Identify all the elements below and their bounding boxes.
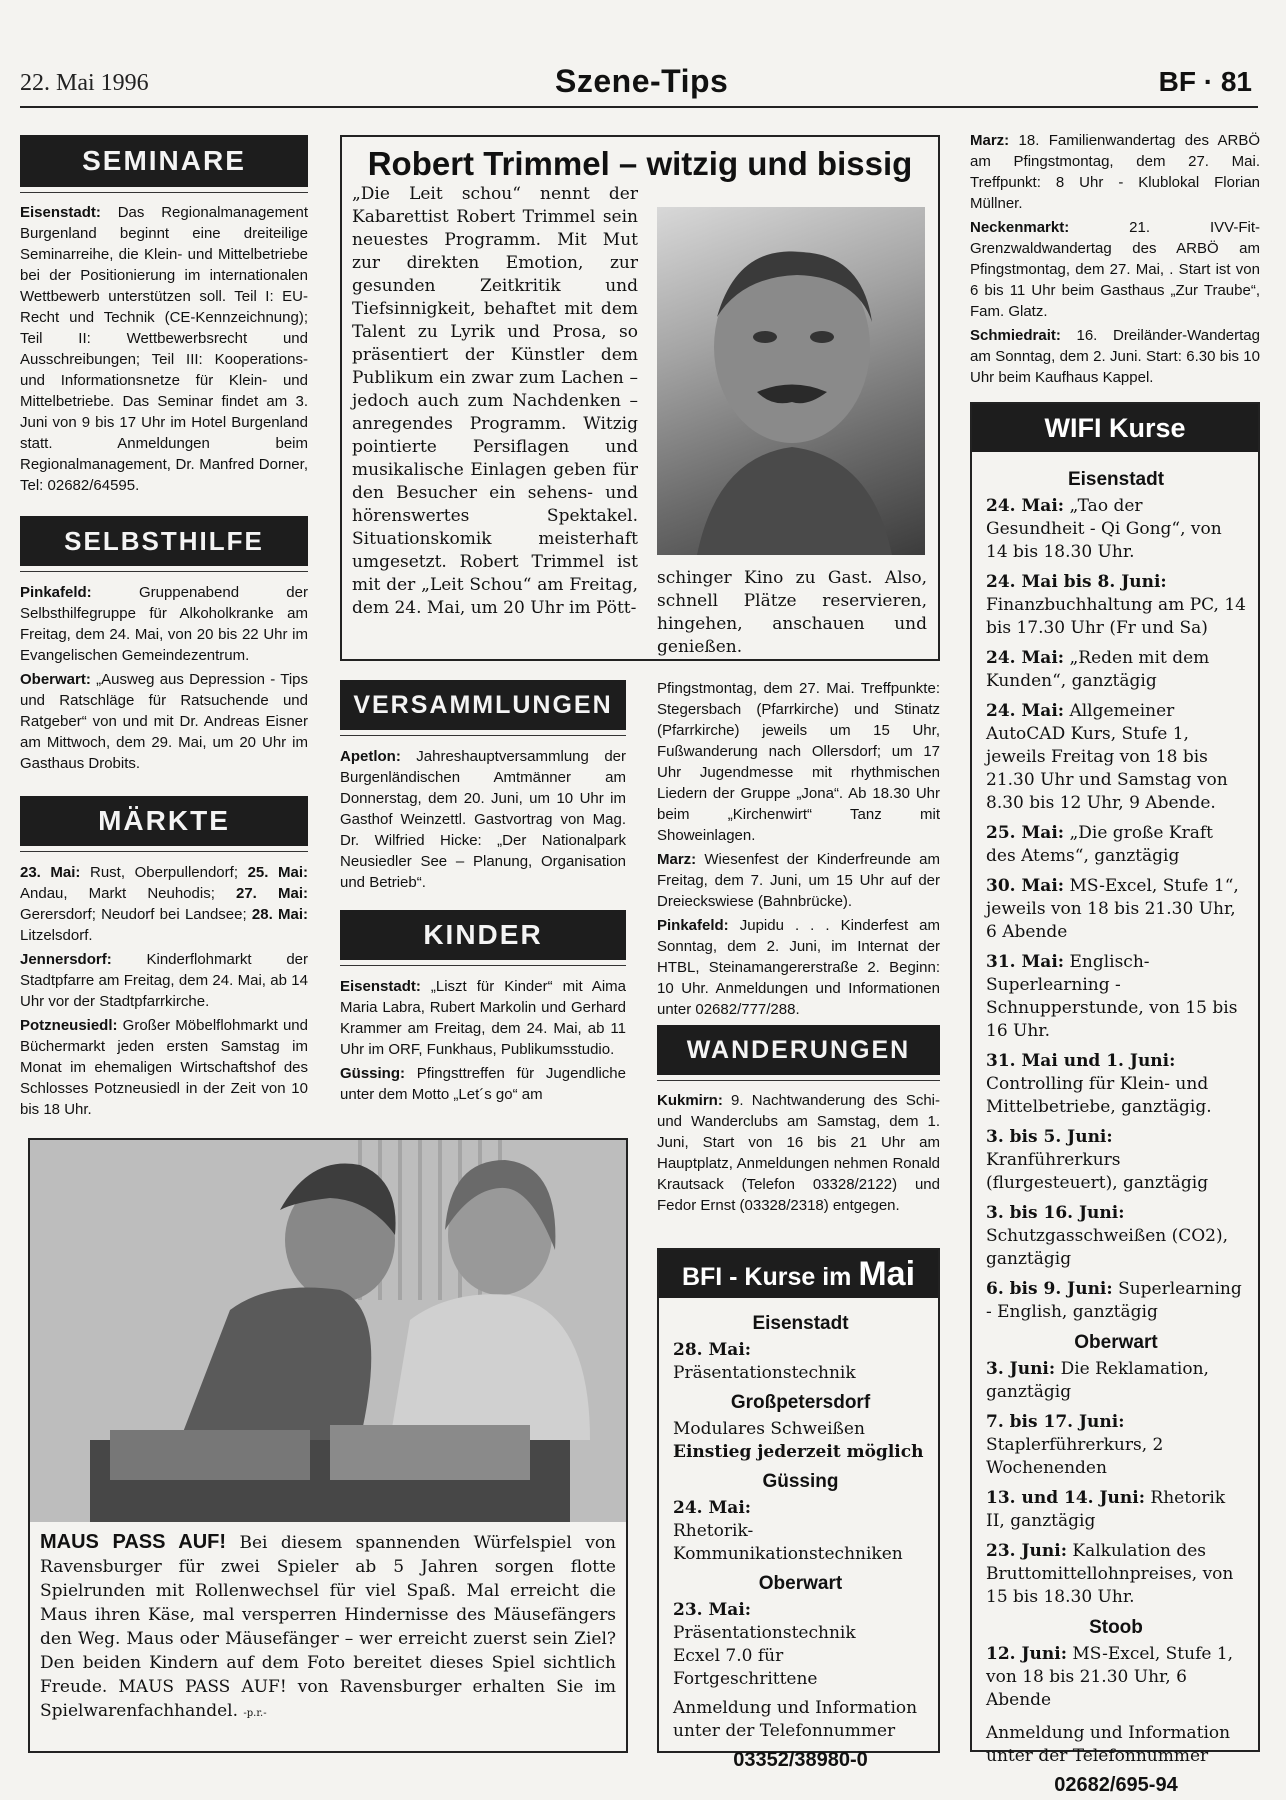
wifi-course-item: 24. Mai bis 8. Juni: Finanzbuchhaltung am PC, 14 bis 17.30 Uhr (Fr und Sa) bbox=[986, 572, 1246, 638]
wanderungen-text: Kukmirn: 9. Nachtwanderung des Schi- und Wanderclubs am Samstag, dem 1. Juni, Start von 16 bis 21 Uhr am Hauptplatz, Anmeldungen nehmen Ronald Krautsack (Telefon 03328/2122) und Fedor Ernst (03328/2318) entgegen. bbox=[657, 1092, 940, 1214]
wifi-course-item: 24. Mai: „Reden mit dem Kunden“, ganztägig bbox=[986, 648, 1210, 691]
section-title: Szene-Tips bbox=[555, 63, 729, 99]
bfi-note: Einstieg jederzeit möglich bbox=[673, 1442, 924, 1462]
trimmel-text-col2: schinger Kino zu Gast. Also, schnell Plätze reservieren, hingehen, anschauen und genießen. bbox=[657, 568, 927, 657]
bfi-city-grosspetersdorf: Großpetersdorf bbox=[730, 1392, 871, 1413]
wifi-items-stoob bbox=[986, 1643, 1246, 1712]
wifi-city-stoob: Stoob bbox=[1089, 1617, 1143, 1638]
divider bbox=[20, 192, 308, 193]
bfi-city-eisenstadt: Eisenstadt bbox=[752, 1313, 849, 1334]
wifi-contact: Anmeldung und Information unter der Telefonnummer bbox=[986, 1723, 1231, 1766]
divider bbox=[20, 851, 308, 852]
bfi-course: Ecxel 7.0 für Fortgeschrittene bbox=[673, 1646, 818, 1689]
page-number: BF · 81 bbox=[1158, 66, 1252, 97]
maus-pass-auf-box bbox=[28, 1138, 628, 1753]
wifi-course-item: 12. Juni: MS-Excel, Stufe 1, von 18 bis 21.30 Uhr, 6 Abende bbox=[986, 1644, 1234, 1710]
wanderungen-heading: WANDERUNGEN bbox=[657, 1025, 940, 1075]
wifi-course-item: 24. Mai: Allgemeiner AutoCAD Kurs, Stufe 1, jeweils Freitag von 18 bis 21.30 Uhr und Samstag von 8.30 bis 12 Uhr, 9 Abende. bbox=[986, 701, 1228, 813]
robert-trimmel-photo bbox=[657, 207, 925, 555]
bfi-phone: 03352/38980-0 bbox=[733, 1749, 868, 1771]
bfi-city-guessing: Güssing bbox=[762, 1471, 839, 1492]
wifi-heading: WIFI Kurse bbox=[972, 404, 1258, 452]
wifi-city-eisenstadt: Eisenstadt bbox=[1067, 469, 1165, 490]
bfi-course: Präsentationstechnik bbox=[673, 1363, 856, 1383]
wifi-items-oberwart bbox=[986, 1358, 1246, 1609]
children-playing-photo bbox=[30, 1140, 626, 1522]
bfi-date: 28. Mai: bbox=[673, 1340, 752, 1360]
wifi-course-item: 31. Mai und 1. Juni: Controlling für Klein- und Mittelbetriebe, ganztägig. bbox=[986, 1051, 1212, 1117]
kinder-heading: KINDER bbox=[340, 910, 626, 960]
selbsthilfe-text: Pinkafeld: Gruppenabend der Selbsthilfegruppe für Alkoholkranke am Freitag, dem 24. Mai, von 20 bis 22 Uhr im Evangelischen Gemeindezentrum. Oberwart: „Ausweg aus Depression - Tips und Ratschläge für Ratsuchende und Ratgeber“ von und mit Dr. Andreas Eisner am Mittwoch, dem 29. Mai, um 20 Uhr im Gasthaus Drobits. bbox=[20, 584, 308, 772]
wifi-course-item: 23. Juni: Kalkulation des Bruttomittellohnpreises, von 15 bis 18.30 Uhr. bbox=[986, 1541, 1234, 1607]
bfi-course: Präsentationstechnik bbox=[673, 1623, 856, 1643]
bfi-courses-box bbox=[657, 1248, 940, 1771]
wifi-course-item: 3. Juni: Die Reklamation, ganztägig bbox=[986, 1359, 1209, 1402]
wifi-course-item: 3. bis 5. Juni: Kranführerkurs (flurgesteuert), ganztägig bbox=[986, 1127, 1209, 1193]
divider bbox=[340, 735, 626, 736]
wifi-course-item: 7. bis 17. Juni: Staplerführerkurs, 2 Wochenenden bbox=[986, 1412, 1164, 1478]
versammlungen-text: Apetlon: Jahreshauptversammlung der Burgenländischen Amtmänner am Donnerstag, dem 20. Juni, um 10 Uhr im Gasthof Weinzettl. Gastvortrag von Mag. Dr. Wilfried Hicke: „Der Nationalpark Neusiedler See – Planung, Organisation und Betrieb“. bbox=[340, 748, 626, 891]
trimmel-article-box bbox=[340, 135, 940, 661]
portrait-illustration bbox=[657, 207, 925, 555]
wifi-city-oberwart: Oberwart bbox=[1074, 1332, 1158, 1353]
wifi-course-item: 24. Mai: „Tao der Gesundheit - Qi Gong“, von 14 bis 18.30 Uhr. bbox=[986, 496, 1222, 562]
seminare-text: Eisenstadt: Das Regionalmanagement Burgenland beginnt eine dreiteilige Seminarreihe, die Klein- und Mittelbetriebe bei der Positionierung im internationalen Wettbewerb unterstützen soll. Teil I: EU-Recht und Technik (CE-Kennzeichnung); Teil II: Wettbewerbsrecht und Ausschreibungen; Teil III: Kooperations- und Informationsnetze für Klein- und Mittelbetriebe. Das Seminar findet am 3. Juni von 9 bis 17 Uhr im Hotel Burgenland statt. Anmeldungen beim Regionalmanagement, Dr. Manfred Dorner, Tel: 02682/64595. bbox=[20, 204, 308, 494]
divider bbox=[20, 571, 308, 572]
divider bbox=[340, 965, 626, 966]
wifi-course-item: 30. Mai: MS-Excel, Stufe 1“, jeweils von 18 bis 21.30 Uhr, 6 Abende bbox=[986, 876, 1239, 942]
wifi-course-item: 31. Mai: Englisch-Superlearning - Schnupperstunde, von 15 bis 16 Uhr. bbox=[986, 952, 1238, 1041]
bfi-course: Rhetorik-Kommunikationstechniken bbox=[673, 1521, 903, 1564]
versammlungen-heading: VERSAMMLUNGEN bbox=[340, 680, 626, 730]
header-rule bbox=[20, 106, 1258, 108]
bfi-city-oberwart: Oberwart bbox=[758, 1573, 843, 1594]
wifi-course-item: 25. Mai: „Die große Kraft des Atems“, ganztägig bbox=[986, 823, 1213, 866]
wifi-items-eisenstadt bbox=[986, 495, 1246, 1324]
divider bbox=[657, 1080, 940, 1081]
bfi-course: Modulares Schweißen bbox=[673, 1419, 865, 1439]
wifi-course-item: 13. und 14. Juni: Rhetorik II, ganztägig bbox=[986, 1488, 1226, 1531]
kinder-text: Eisenstadt: „Liszt für Kinder“ mit Aima Maria Labra, Rubert Markolin und Gerhard Krammer am Freitag, dem 24. Mai, ab 11 Uhr im ORF, Funkhaus, Publikumsstudio. Güssing: Pfingsttreffen für Jugendliche unter dem Motto „Let´s go“ am bbox=[340, 978, 626, 1103]
children-illustration bbox=[30, 1140, 626, 1522]
wifi-course-item: 3. bis 16. Juni: Schutzgasschweißen (CO2), ganztägig bbox=[986, 1203, 1229, 1269]
trimmel-headline: Robert Trimmel – witzig und bissig bbox=[367, 145, 913, 182]
bfi-date: 23. Mai: bbox=[673, 1600, 752, 1620]
kinder-continued-text: Pfingstmontag, dem 27. Mai. Treffpunkte: Stegersbach (Pfarrkirche) und Stinatz (Pfarrkirche) jeweils um 15 Uhr, Fußwanderung nach Ollersdorf; um 17 Uhr Jugendmesse mit rhythmischen Liedern der Gruppe „Jona“. Ab 18.30 Uhr beim „Kirchenwirt“ Tanz mit Showeinlagen. Marz: Wiesenfest der Kinderfreunde am Freitag, dem 7. Juni, um 15 Uhr auf der Dreieckswiese (Bahnbrücke). Pinkafeld: Jupidu . . . Kinderfest am Sonntag, dem 2. Juni, im Internat der HTBL, Steinamangererstraße 2. Beginn: 10 Uhr. Anmeldungen und Informationen unter 02682/777/288. bbox=[657, 680, 940, 1018]
wifi-courses-box bbox=[970, 402, 1260, 1796]
maerkte-heading: MÄRKTE bbox=[20, 796, 308, 846]
bfi-contact: Anmeldung und Information unter der Telefonnummer bbox=[673, 1698, 918, 1741]
wandertage-text: Marz: 18. Familienwandertag des ARBÖ am Pfingstmontag, dem 27. Mai. Treffpunkt: 8 Uhr - Klublokal Florian Müllner. Neckenmarkt: 21. IVV-Fit-Grenzwaldwandertag des ARBÖ am Pfingstmontag, dem 27. Mai, . Start ist von 6 bis 11 Uhr beim Gasthaus „Zur Traube“, Fam. Glatz. Schmiedrait: 16. Dreiländer-Wandertag am Sonntag, dem 2. Juni. Start: 6.30 bis 10 Uhr beim Kaufhaus Kappel. bbox=[970, 132, 1260, 386]
bfi-heading: BFI - Kurse im Mai bbox=[659, 1250, 938, 1298]
seminare-heading: SEMINARE bbox=[20, 135, 308, 187]
issue-date: 22. Mai 1996 bbox=[20, 70, 149, 96]
bfi-list bbox=[673, 1306, 928, 1772]
maerkte-text: 23. Mai: Rust, Oberpullendorf; 25. Mai: Andau, Markt Neuhodis; 27. Mai: Gerersdorf; Neudorf bei Landsee; 28. Mai: Litzelsdorf. Jennersdorf: Kinderflohmarkt der Stadtpfarre am Freitag, dem 24. Mai, ab 14 Uhr vor der Stadtpfarrkirche. Potzneusiedl: Großer Möbelflohmarkt und Büchermarkt jeden ersten Samstag im Monat im ehemaligen Wirtschaftshof des Schlosses Potzneusiedl in der Zeit von 10 bis 18 Uhr. bbox=[20, 864, 308, 1118]
bfi-date: 24. Mai: bbox=[673, 1498, 752, 1518]
wifi-list bbox=[986, 462, 1246, 1797]
wifi-phone: 02682/695-94 bbox=[1054, 1774, 1178, 1796]
trimmel-text-col1: „Die Leit schou“ nennt der Kabarettist Robert Trimmel sein neuestes Programm. Mit Mut zur direkten Emotion, zur gesunden Zeitkritik und Tiefsinnigkeit, behaftet mit dem Talent zu Lyrik und Prosa, so präsentiert der Künstler dem Publikum ein zwar zum Lachen – jedoch auch zum Nachdenken – anregendes Programm. Witzig pointierte Persiflagen und musikalische Einlagen geben für den Besucher ein sehens- und hörenswertes Spektakel. Situationskomik meisterhaft umgesetzt. Robert Trimmel ist mit der „Leit Schou“ am Freitag, dem 24. Mai, um 20 Uhr im Pött- bbox=[352, 184, 638, 618]
wifi-course-item: 6. bis 9. Juni: Superlearning - English, ganztägig bbox=[986, 1279, 1242, 1322]
selbsthilfe-heading: SELBSTHILFE bbox=[20, 516, 308, 566]
maus-text: MAUS PASS AUF! Bei diesem spannenden Würfelspiel von Ravensburger für zwei Spieler ab 5 Jahren sorgen flotte Spielrunden mit Rollenwechsel für viel Spaß. Mal erreicht die Maus ihren Käse, mal versperren Hindernisse des Mäusefängers den Weg. Maus oder Mäusefänger – wer erreicht zuerst sein Ziel? Den beiden Kindern auf dem Foto bereitet dieses Spiel sichtlich Freude. MAUS PASS AUF! von Ravensburger erhalten Sie im Spielwarenfachhandel. -p.r.- bbox=[40, 1531, 617, 1721]
